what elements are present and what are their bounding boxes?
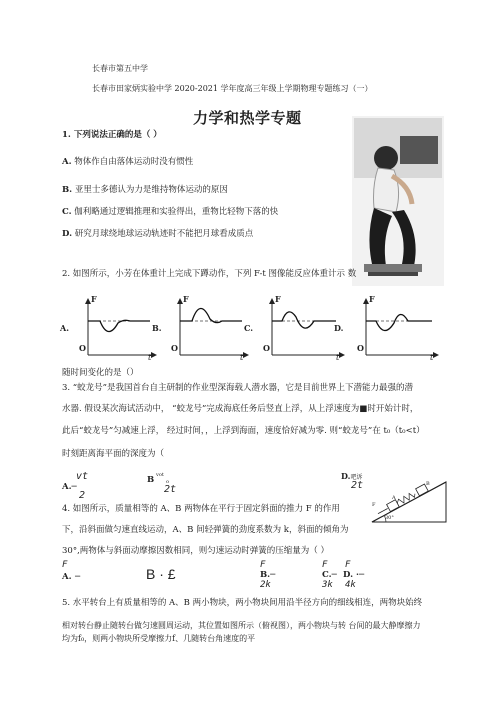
q5-line2: 相对转台静止随转台做匀速圆周运动，其位置如图所示（俯视图），两小物块与转 台间的最大静摩擦力 (62, 621, 421, 630)
graph-d-origin: O (357, 343, 364, 353)
paper-subtitle: 长春市田家炳实验中学 2020-2021 学年度高三年级上学期物理专题练习（一） (92, 84, 373, 93)
q3-opt-b-label: B (147, 475, 155, 485)
q4-opt-a-dash: ─ (75, 572, 81, 582)
graph-b-f-axis: F (183, 294, 189, 304)
graph-b-origin: O (171, 343, 178, 353)
q4-line2: 下，沿斜面做匀速直线运动，A、B 间轻弹簧的劲度系数为 k，斜面的倾角为 (62, 525, 349, 535)
q3-line3: 此后“蛟龙号”匀减速上浮， 经过时间，，上浮到海面，速度恰好减为零. 则“蛟龙号”在 t₀（t₀<t） (62, 426, 425, 436)
q4-opt-c-bottom: 3k (322, 580, 333, 590)
graph-d-f-axis: F (369, 294, 375, 304)
graph-a-label: A. (60, 323, 69, 333)
q3-line2: 水器. 假设某次海试活动中， “蛟龙号”完成海底任务后竖直上浮，从上浮速度为■时开始计时， (62, 404, 419, 414)
graph-c-t-axis: t (336, 353, 340, 362)
q4-opt-c-label: C.─ (322, 570, 337, 580)
q4-opt-b2-label: B.─ (260, 570, 276, 580)
q4-incline-figure (368, 478, 450, 526)
graph-d (366, 299, 438, 355)
q3-opt-a-label: A.─ (62, 482, 77, 492)
q4-line1: 4. 如图所示，质量相等的 A、B 两物体在平行于固定斜面的推力 F 的作用 (62, 504, 340, 514)
q3-opt-b-mid: o (166, 479, 170, 485)
graph-d-t-axis: t (430, 353, 434, 362)
girl-on-scale-photo (352, 116, 444, 286)
q5-line3: 均为f₀，则两小物块所受摩擦力f、几随转台角速度的平 (62, 634, 256, 643)
q1-option-d: D. 研究月球绕地球运动轨迹时不能把月球看成质点 (62, 229, 254, 239)
q3-opt-d-bottom: 2t (351, 480, 364, 491)
q2-stem: 2. 如图所示，小芳在体重计上完成下蹲动作，下列 F-t 图像能反应体重计示 数 (62, 269, 357, 279)
graph-d-label: D. (334, 323, 344, 333)
q2-tail: 随时间变化的是（） (62, 368, 139, 378)
q3-opt-a-top: vt (76, 471, 89, 482)
q4-opt-d-top: F (345, 560, 351, 570)
q5-line1: 5. 水平转台上有质量相等的 A、B 两小物块，两小物块间用沿半径方向的细线相连，两物块始终 (62, 598, 423, 608)
q4-fig-b: B (426, 481, 430, 487)
q2-graphs (60, 293, 460, 365)
q1-stem: 1. 下列说法正确的是（ ） (62, 130, 162, 140)
q4-fig-f: F (372, 502, 376, 508)
q1-option-c: C. 伽利略通过逻辑推理和实验得出，重物比轻物下落的快 (62, 207, 279, 217)
graph-a-origin: O (79, 343, 86, 353)
q4-opt-a-top: F (62, 560, 68, 570)
q4-opt-a-label: A. (62, 572, 72, 582)
q4-fig-angle: 30° (385, 515, 394, 521)
graph-a (88, 299, 156, 355)
school-name: 长春市第五中学 (92, 64, 148, 73)
q4-opt-b: B · £ (146, 566, 176, 582)
q3-line1: 3. “蛟龙号”是我国首台自主研制的作业型深海载人潜水器，它是目前世界上下潜能力最强的潜 (62, 383, 414, 393)
graph-b-t-axis: t (240, 353, 244, 362)
q3-line4: 时刻距离海平面的深度为（ (62, 449, 165, 459)
q4-opt-b2-bottom: 2k (260, 580, 271, 590)
graph-b-label: B. (152, 323, 162, 333)
q4-opt-c-top: F (322, 560, 328, 570)
q3-opt-b-sup: vot (156, 472, 164, 478)
graph-a-f-axis: F (91, 294, 97, 304)
q3-opt-a-bottom: 2 (79, 490, 86, 501)
graph-c-f-axis: F (275, 294, 281, 304)
graph-a-t-axis: t (148, 353, 152, 362)
graph-b (180, 299, 248, 355)
page-title: 力学和热学专题 (193, 109, 302, 127)
q4-opt-d-bottom: 4k (345, 580, 356, 590)
q4-line3: 30°,两物体与斜面动摩擦因数相同，则匀速运动时弹簧的压缩量为（ ） (62, 546, 329, 556)
q1-option-b: B. 亚里士多德认为力是维持物体运动的原因 (62, 185, 228, 195)
q3-opt-b-bottom: 2t (164, 484, 177, 495)
q1-option-a: A. 物体作自由落体运动时没有惯性 (62, 157, 194, 167)
graph-c-label: C. (244, 323, 254, 333)
graph-c-origin: O (263, 343, 270, 353)
q3-opt-d-label: D.吧诉 (341, 471, 363, 481)
q4-fig-a: A (392, 495, 396, 501)
q4-opt-b2-top: F (260, 560, 266, 570)
q4-opt-d-label: D. ·─ (343, 570, 365, 580)
